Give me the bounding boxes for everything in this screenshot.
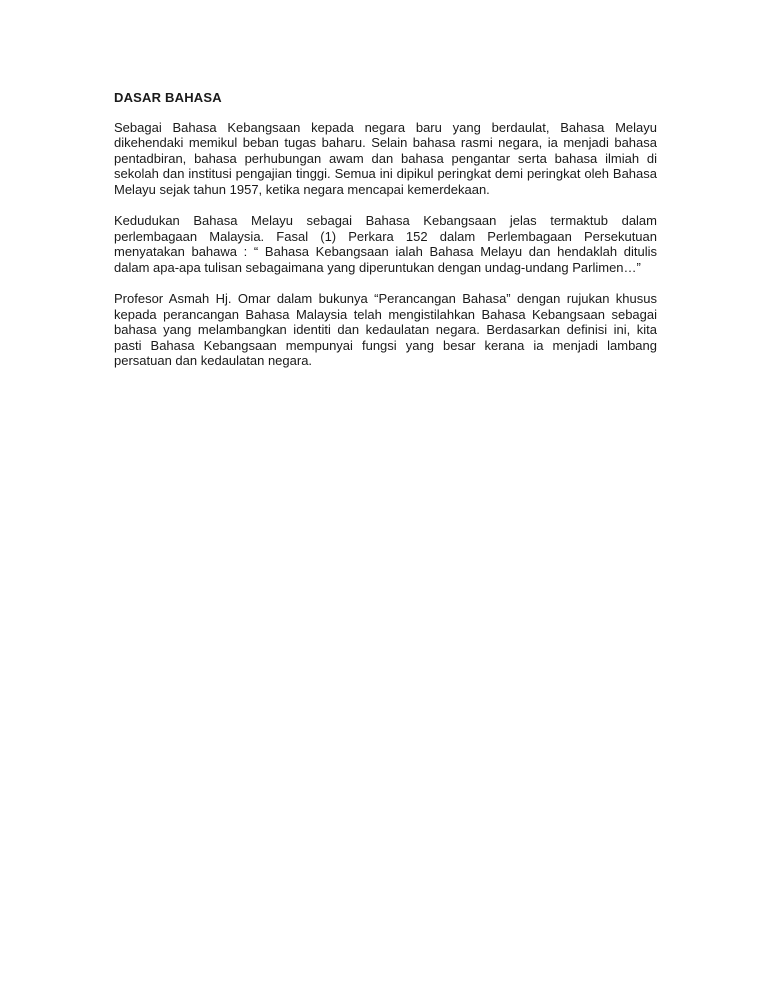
paragraph-2: Kedudukan Bahasa Melayu sebagai Bahasa Kebangsaan jelas termaktub dalam perlembagaan Malaysia. Fasal (1) Perkara 152 dalam Perlembagaan Persekutuan menyatakan bahawa : “ Bahasa Kebangsaan ialah Bahasa Melayu dan hendaklah ditulis dalam apa-apa tulisan sebagaimana yang diperuntukan dengan undag-undang Parlimen…” — [114, 213, 657, 275]
document-heading: DASAR BAHASA — [114, 90, 222, 105]
paragraph-1: Sebagai Bahasa Kebangsaan kepada negara baru yang berdaulat, Bahasa Melayu dikehendaki memikul beban tugas baharu. Selain bahasa rasmi negara, ia menjadi bahasa pentadbiran, bahasa perhubungan awam dan bahasa pengantar serta bahasa ilmiah di sekolah dan institusi pengajian tinggi. Semua ini dipikul peringkat demi peringkat oleh Bahasa Melayu sejak tahun 1957, ketika negara mencapai kemerdekaan. — [114, 119, 657, 197]
document-page — [114, 90, 657, 385]
paragraph-3: Profesor Asmah Hj. Omar dalam bukunya “Perancangan Bahasa” dengan rujukan khusus kepada perancangan Bahasa Malaysia telah mengistilahkan Bahasa Kebangsaan sebagai bahasa yang melambangkan identiti dan kedaulatan negara. Berdasarkan definisi ini, kita pasti Bahasa Kebangsaan mempunyai fungsi yang besar kerana ia menjadi lambang persatuan dan kedaulatan negara. — [114, 291, 657, 368]
